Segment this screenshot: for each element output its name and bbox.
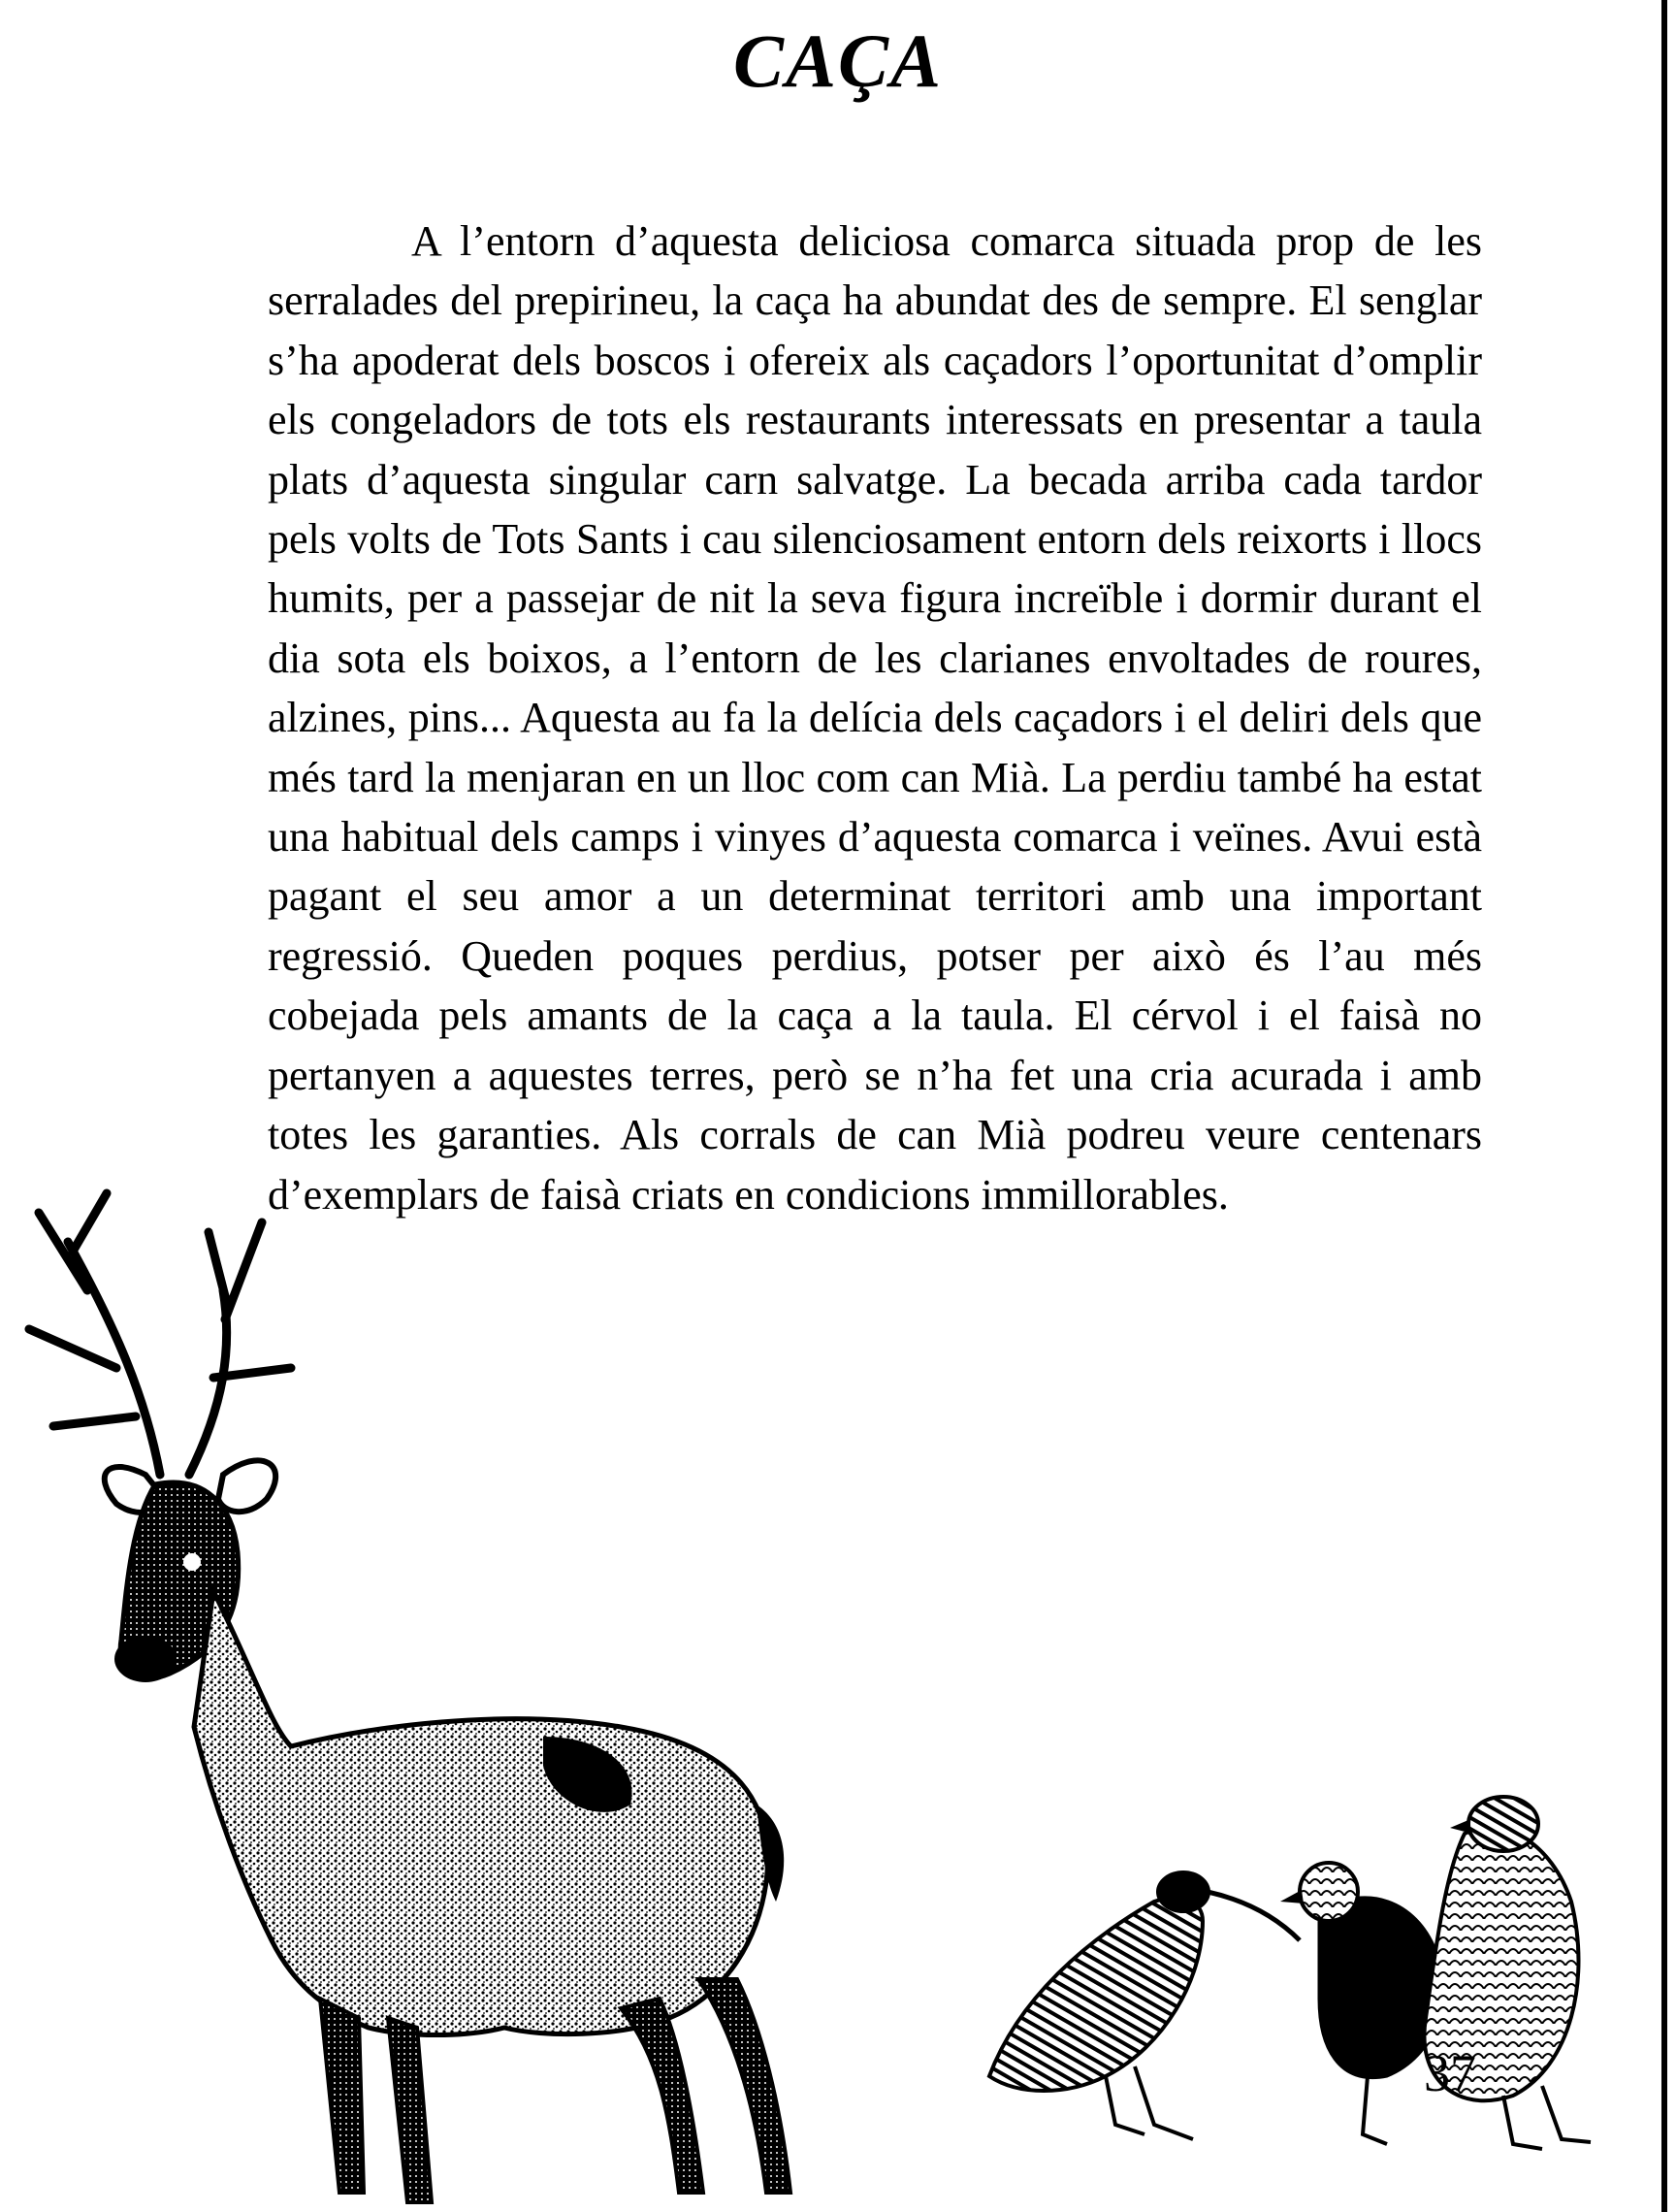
game-birds-illustration bbox=[960, 1756, 1639, 2163]
woodcock-icon bbox=[989, 1870, 1300, 2139]
deer-illustration bbox=[0, 1184, 824, 2212]
body-paragraph: A l’entorn d’aquesta deliciosa comarca situada prop de les serralades del prepirineu, la caça ha abundat des de sempre. El senglar s’ha apoderat dels boscos i ofereix als caçadors l’oportunitat d’omplir els congeladors de tots els restaurants interessats en presentar a taula plats d’aquesta singular carn salvatge. La becada arriba cada tardor pels volts de Tots Sants i cau silenciosament entorn dels reixorts i llocs humits, per a passejar de nit la seva figura increïble i dormir durant el dia sota els boixos, a l’entorn de les clarianes envoltades de roures, alzines, pins... Aquesta au fa la delícia dels caçadors i el deliri dels que més tard la menjaran en un lloc com can Mià. La perdiu també ha estat una habitual dels camps i vinyes d’aquesta comarca i veïnes. Avui està pagant el seu amor a un determinat territori amb una important regressió. Queden poques perdius, potser per això és l’au més cobejada pels amants de la caça a la taula. El cérvol i el faisà no pertanyen a aquestes terres, però se n’ha fet una cria acurada i amb totes les garanties. Als corrals de can Mià podreu veure centenars d’exemplars de faisà criats en condicions immillorables. bbox=[268, 217, 1482, 1219]
page-title: CAÇA bbox=[732, 18, 944, 103]
partridge-icon bbox=[1280, 1863, 1443, 2144]
page-edge-rule bbox=[1661, 0, 1667, 2212]
page-number: 37 bbox=[1424, 2044, 1476, 2102]
